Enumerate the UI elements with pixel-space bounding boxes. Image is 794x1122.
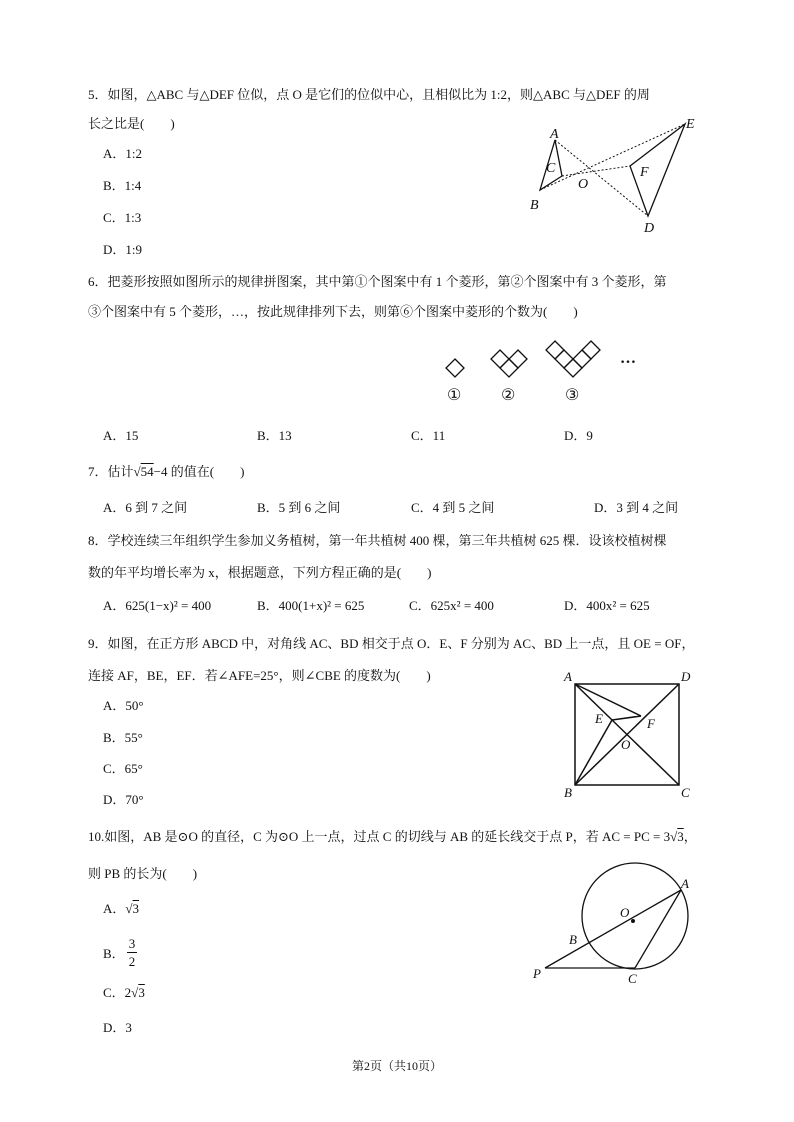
q7-radicand: 54 — [140, 464, 154, 479]
q7-stem-pre: 7．估计 — [88, 464, 134, 479]
q5-option-a: A．1:2 — [103, 146, 143, 161]
q6-options — [103, 427, 703, 445]
q9-label-b: B — [564, 785, 572, 800]
q6-stem-line2: ③个图案中有 5 个菱形，…，按此规律排列下去，则第⑥个图案中菱形的个数为( ) — [88, 304, 578, 319]
q9-stem-line1: 9．如图，在正方形 ABCD 中，对角线 AC、BD 相交于点 O．E、F 分别为 AC、BD 上一点，且 OE = OF， — [88, 636, 695, 651]
q9-option-b: B．55° — [103, 730, 143, 745]
q6-rhombus — [491, 350, 509, 368]
q7-options — [103, 499, 703, 517]
q8-option-c: C．625x² = 400 — [409, 598, 494, 613]
q6-stem-line1: 6．把菱形按照如图所示的规律拼图案，其中第①个图案中有 1 个菱形，第②个图案中有 3 个菱形，第 — [88, 274, 667, 289]
q9-label-c: C — [681, 785, 690, 800]
q10-label-c: C — [628, 971, 637, 986]
q6-rhombus — [546, 341, 564, 359]
q8-option-d: D．400x² = 625 — [564, 598, 650, 613]
q10-option-a — [103, 900, 139, 918]
q5-label-e: E — [686, 117, 695, 132]
q10-option-c-radicand: 3 — [138, 985, 145, 1000]
q10-stem-post: ， — [683, 829, 697, 844]
q6-option-d: D．9 — [564, 428, 593, 443]
q10-option-c-prefix: C．2 — [103, 985, 132, 1000]
q10-figure — [525, 862, 705, 987]
q10-label-p: P — [533, 966, 541, 981]
page-footer: 第2页（共10页） — [351, 1059, 442, 1073]
q8-stem-line1: 8．学校连续三年组织学生参加义务植树，第一年共植树 400 棵，第三年共植树 625 棵．设该校植树棵 — [88, 533, 667, 548]
q10-option-c — [103, 984, 145, 1002]
q5-dashed-c-f — [562, 166, 630, 176]
q9-segment-af — [575, 684, 641, 716]
q6-label-2: ② — [501, 387, 516, 404]
q6-option-c: C．11 — [411, 428, 446, 443]
q6-rhombus — [573, 350, 591, 368]
q5-option-d: D．1:9 — [103, 242, 143, 257]
q10-option-d: D．3 — [103, 1020, 132, 1035]
q10-label-a: A — [681, 876, 689, 891]
q9-label-f: F — [647, 716, 655, 731]
q5-option-b: B．1:4 — [103, 178, 142, 193]
q6-rhombus — [509, 350, 527, 368]
q9-label-o: O — [621, 737, 631, 752]
q9-option-c: C．65° — [103, 761, 143, 776]
q5-label-b: B — [530, 198, 539, 213]
q10-label-o: O — [620, 905, 630, 920]
q5-label-o: O — [578, 177, 589, 192]
q10-stem-line1 — [88, 828, 697, 846]
q7-sqrt-sign: √ — [133, 464, 141, 479]
q5-figure — [520, 112, 710, 237]
q5-dashed-b-e — [540, 124, 685, 190]
q10-option-c-sqrt: √ — [131, 985, 139, 1000]
q10-stem-pre: 10.如图，AB 是⊙O 的直径，C 为⊙O 上一点，过点 C 的切线与 AB 的延长线交于点 P，若 AC = PC = 3 — [88, 829, 671, 844]
q10-line-pa — [545, 890, 681, 968]
q5-stem-line2: 长之比是( ) — [88, 116, 175, 131]
q7-stem-post: −4 的值在( ) — [153, 464, 245, 479]
q10-option-b-numerator: 3 — [128, 936, 136, 951]
q9-option-a: A．50° — [103, 698, 144, 713]
q8-option-a: A．625(1−x)² = 400 — [103, 598, 212, 613]
q9-figure — [555, 664, 705, 802]
q10-option-b-prefix: B． — [103, 946, 125, 961]
q10-option-b-denominator: 2 — [128, 954, 136, 969]
q7-stem — [88, 463, 244, 481]
q6-label-3: ③ — [565, 387, 580, 404]
q6-rhombus — [564, 359, 582, 377]
q8-option-b: B．400(1+x)² = 625 — [257, 598, 365, 613]
q5-stem-line1: 5．如图，△ABC 与△DEF 位似，点 O 是它们的位似中心，且相似比为 1:2，则△ABC 与△DEF 的周 — [88, 87, 650, 102]
q5-label-a: A — [550, 127, 559, 142]
q9-segment-ef — [612, 716, 641, 720]
q10-stem-line2: 则 PB 的长为( ) — [88, 866, 198, 881]
q6-rhombus — [500, 359, 518, 377]
q5-label-d: D — [644, 221, 655, 236]
q10-sqrt-sign: √ — [670, 829, 678, 844]
q10-radicand: 3 — [677, 829, 684, 844]
q10-option-a-sqrt: √ — [125, 901, 133, 916]
q6-label-1: ① — [447, 387, 462, 404]
q9-stem-line2: 连接 AF，BE，EF．若∠AFE=25°，则∠CBE 的度数为( ) — [88, 668, 431, 683]
q9-option-d: D．70° — [103, 792, 144, 807]
q6-rhombus — [446, 359, 464, 377]
q8-options — [103, 597, 703, 615]
q9-label-e: E — [595, 711, 603, 726]
q7-option-c: C．4 到 5 之间 — [411, 500, 495, 515]
q6-figure — [435, 333, 650, 408]
q5-label-c: C — [546, 161, 556, 176]
q7-option-b: B．5 到 6 之间 — [257, 500, 341, 515]
q6-option-b: B．13 — [257, 428, 292, 443]
q10-option-a-radicand: 3 — [132, 901, 140, 916]
q7-option-d: D．3 到 4 之间 — [594, 500, 679, 515]
q6-rhombus — [582, 341, 600, 359]
q9-label-d: D — [681, 669, 691, 684]
q10-option-a-prefix: A． — [103, 901, 126, 916]
q6-label-ellipsis: … — [620, 350, 636, 367]
q9-segment-be — [575, 720, 612, 785]
q8-stem-line2: 数的年平均增长率为 x，根据题意，下列方程正确的是( ) — [88, 565, 432, 580]
q10-label-b: B — [569, 932, 577, 947]
q10-chord-ac — [635, 890, 681, 968]
q10-center-dot — [631, 919, 635, 923]
q6-rhombus — [555, 350, 573, 368]
q6-option-a: A．15 — [103, 428, 139, 443]
q9-label-a: A — [564, 669, 572, 684]
q5-option-c: C．1:3 — [103, 210, 142, 225]
q5-triangle-def — [630, 124, 685, 216]
q7-option-a: A．6 到 7 之间 — [103, 500, 188, 515]
q5-label-f: F — [640, 165, 649, 180]
